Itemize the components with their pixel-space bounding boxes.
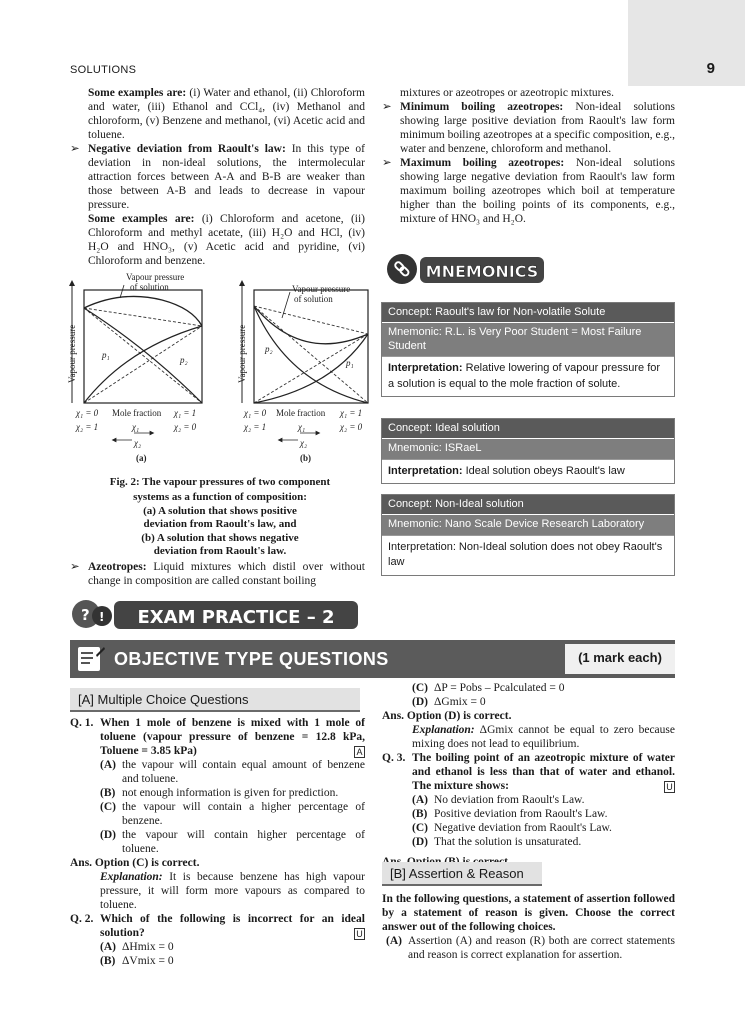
mcq-heading: [A] Multiple Choice Questions — [70, 688, 360, 712]
option: (A) ΔHmix = 0 — [100, 941, 174, 954]
checklist-icon — [76, 645, 106, 673]
mnemonic-label: Mnemonic: R.L. is Very Poor Student = Most Failure Student — [382, 322, 674, 356]
mnemonic-box-ideal — [381, 418, 675, 484]
caption-line-a1: (a) A solution that shows positive — [143, 504, 297, 517]
ar-intro: In the following questions, a statement of assertion followed by a statement of reason is given. Choose the correct answer out of the following choices. — [382, 893, 675, 934]
panel-b-row2-mid: χ₁ — [298, 422, 306, 432]
panel-b-row1-right: χ₁ = 1 — [340, 408, 363, 418]
option: (B) Positive deviation from Raoult's Law. — [412, 808, 608, 821]
panel-b-row1-mid: Mole fraction — [276, 408, 326, 418]
question-bubble-icon — [72, 600, 112, 628]
option: (A) No deviation from Raoult's Law. — [412, 794, 585, 807]
panel-a-callout-line1: Vapour pressure — [126, 272, 185, 282]
page-number-box — [628, 0, 745, 86]
mnemonics-title-text: MNEMONICS — [425, 262, 539, 281]
ar-block — [382, 892, 675, 962]
panel-a-p2-label: p₂ — [180, 355, 188, 365]
negative-deviation-bullet: ➢ Negative deviation from Raoult's law: In this type of deviation in non-ideal solutions, the intermolecular attraction forces between A-A and B-B are weaker than those between A-B and leads to decrease in vapour pressure. — [70, 143, 366, 212]
tag-u: U — [664, 781, 675, 793]
panel-b-row2-right: χ₂ = 0 — [340, 422, 363, 432]
objective-title: OBJECTIVE TYPE QUESTIONS — [114, 649, 389, 669]
interpretation-text: Interpretation: Non-Ideal solution does not obey Raoult's law — [382, 535, 674, 575]
panel-a-row1-right: χ₁ = 1 — [174, 408, 197, 418]
examples-negative: Some examples are: (i) Chloroform and acetone, (ii) Chloroform and methyl acetate, (iii) H₂O and HCl, (iv) H₂O and HNO₃, (v) Acetic acid and pyridine, (vi) Chloroform and benzene. — [88, 213, 366, 268]
question-3: Q. 3. The boiling point of an azeotropic mixture of water and ethanol is less than that of water and ethanol. The mixture shows: U — [382, 752, 675, 793]
panel-a-panel-label: (a) — [136, 453, 147, 463]
option: (B) not enough information is given for prediction. — [100, 787, 339, 800]
concept-label: Concept: Non-Ideal solution — [382, 495, 674, 514]
right-column-text — [382, 86, 675, 226]
question-1: Q. 1. When 1 mole of benzene is mixed with 1 mole of toluene (vapour pressure of benzene = 12.8 kPa, Toluene = 3.85 kPa) A — [70, 717, 365, 758]
interpretation-text: Interpretation: Relative lowering of vapour pressure for a solution is equal to the mole fraction of solute. — [382, 356, 674, 396]
concept-label: Concept: Raoult's law for Non-volatile Solute — [382, 303, 674, 322]
caption-line-2: systems as a function of composition: — [133, 491, 307, 504]
explanation-1: Explanation: It is because benzene has high vapour pressure, it will form more vapours as compared to toluene. — [100, 871, 365, 912]
panel-a-p1-label: p₁ — [102, 350, 110, 360]
marks-label: (1 mark each) — [565, 644, 675, 674]
mcq-right-column — [382, 681, 675, 869]
page-number: 9 — [706, 60, 715, 77]
vapour-pressure-figure — [62, 268, 377, 468]
panel-b-callout-line2: of solution — [294, 294, 333, 304]
panel-b-arrow-label: χ₂ — [300, 438, 308, 448]
tag-u: U — [354, 928, 365, 940]
mnemonic-box-raoult — [381, 302, 675, 397]
figure-panel-a — [67, 272, 202, 463]
option: (D) That the solution is unsaturated. — [412, 836, 582, 849]
mcq-left-column — [70, 716, 365, 968]
exam-practice-title-text: EXAM PRACTICE – 2 — [137, 607, 335, 628]
link-icon — [387, 254, 417, 284]
panel-b-callout-line1: Vapour pressure — [292, 284, 351, 294]
option: (B) ΔVmix = 0 — [100, 955, 174, 968]
panel-a-callout-line2: of solution — [130, 282, 169, 292]
interpretation-text: Interpretation: Ideal solution obeys Raoult's law — [382, 459, 674, 483]
panel-a-row2-mid: χ₁ — [132, 422, 140, 432]
option: (D) ΔGmix = 0 — [412, 696, 486, 709]
panel-b-p2-label: p₂ — [265, 344, 273, 354]
svg-text:?: ? — [81, 606, 90, 624]
azeotropes-bullet: ➢ Azeotropes: Liquid mixtures which distil over without change in composition are called constant boiling — [70, 561, 365, 588]
panel-b-panel-label: (b) — [300, 453, 311, 463]
figure-panel-b — [237, 283, 368, 463]
option: (C) Negative deviation from Raoult's Law. — [412, 822, 612, 835]
minimum-azeotropes-bullet: ➢ Minimum boiling azeotropes: Non-ideal solutions showing large positive deviation from Raoult's law form minimum boiling azeotropes at a specific composition, e.g., water and benzene, chloroform and methanol. — [382, 101, 675, 156]
panel-b-row1-left: χ₁ = 0 — [244, 408, 267, 418]
mnemonic-label: Mnemonic: Nano Scale Device Research Laboratory — [382, 514, 674, 534]
continuation-text: mixtures or azeotropes or azeotropic mixtures. — [400, 87, 614, 99]
svg-text:!: ! — [99, 610, 105, 624]
azeotropes-block — [70, 560, 365, 588]
caption-line-b2: deviation from Raoult's law. — [153, 545, 287, 558]
maximum-azeotropes-bullet: ➢ Maximum boiling azeotropes: Non-ideal solutions showing large negative deviation from Raoult's law form maximum boiling azeotropes which boil at temperature higher than the boiling points of its components, e.g., mixture of HNO₃ and H₂O. — [382, 157, 675, 226]
answer-1: Ans. Option (C) is correct. — [70, 857, 200, 870]
option: (D) the vapour will contain higher percentage of toluene. — [100, 829, 365, 856]
left-column-text — [70, 86, 365, 268]
mnemonics-title — [386, 251, 546, 291]
question-2: Q. 2. Which of the following is incorrect for an ideal solution? U — [70, 913, 365, 940]
caption-line-b1: (b) A solution that shows negative — [141, 531, 299, 544]
option: (C) the vapour will contain a higher percentage of benzene. — [100, 801, 365, 828]
panel-b-row2-left: χ₂ = 1 — [244, 422, 267, 432]
ar-option-a: (A) Assertion (A) and reason (R) both are correct statements and reason is correct explanation for assertion. — [386, 935, 675, 962]
panel-b-p1-label: p₁ — [346, 358, 354, 368]
running-header: SOLUTIONS — [70, 64, 137, 76]
panel-a-row2-left: χ₂ = 1 — [76, 422, 99, 432]
caption-line-a2: deviation from Raoult's law, and — [143, 518, 297, 531]
panel-a-row1-mid: Mole fraction — [112, 408, 162, 418]
panel-a-row1-left: χ₁ = 0 — [76, 408, 99, 418]
mnemonic-box-nonideal — [381, 494, 675, 576]
panel-a-yaxis-label: Vapour pressure — [67, 324, 77, 383]
caption-line-1: Fig. 2: The vapour pressures of two component — [109, 476, 331, 488]
ar-heading: [B] Assertion & Reason — [382, 862, 542, 886]
option: (C) ΔP = Pobs – Pcalculated = 0 — [412, 682, 565, 694]
mnemonic-label: Mnemonic: ISRaeL — [382, 438, 674, 458]
option: (A) the vapour will contain equal amount of benzene and toluene. — [100, 759, 365, 786]
tag-a: A — [354, 746, 365, 758]
objective-section-bar — [70, 640, 675, 678]
answer-2: Ans. Option (D) is correct. — [382, 710, 512, 723]
panel-b-yaxis-label: Vapour pressure — [237, 324, 247, 383]
exam-practice-title — [70, 596, 360, 636]
figure-caption — [70, 476, 370, 558]
panel-a-row2-right: χ₂ = 0 — [174, 422, 197, 432]
explanation-2: Explanation: ΔGmix cannot be equal to zero because mixing does not lead to equilibrium. — [412, 724, 675, 751]
panel-a-arrow-label: χ₂ — [134, 438, 142, 448]
concept-label: Concept: Ideal solution — [382, 419, 674, 438]
examples-positive: Some examples are: (i) Water and ethanol, (ii) Chloroform and water, (iii) Ethanol and CCl₄, (iv) Methanol and chloroform, (v) Benzene and methanol, (vi) Acetic acid and toluene. — [88, 87, 365, 142]
